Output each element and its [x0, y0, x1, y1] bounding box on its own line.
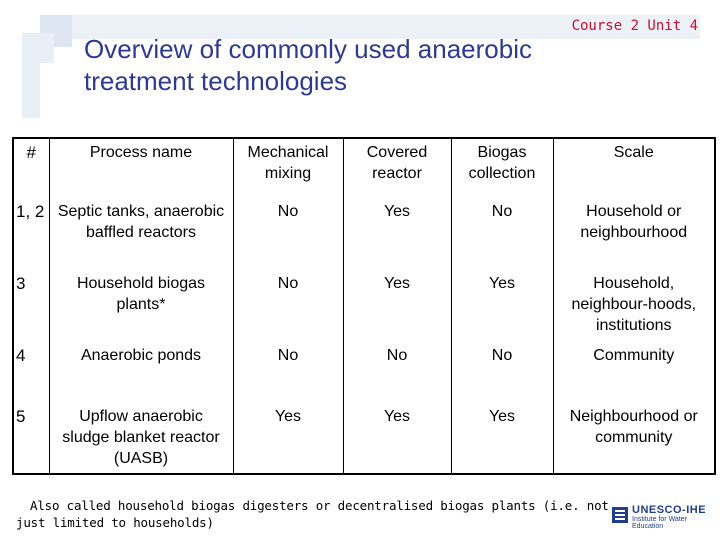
cell-number: 1, 2 — [16, 202, 45, 221]
table-row — [13, 342, 715, 403]
cell-mechanical-mixing: No — [233, 342, 343, 403]
cell-mechanical-mixing: No — [233, 198, 343, 270]
cell-scale: Household or neighbourhood — [553, 198, 715, 270]
logo-mark-icon — [612, 507, 628, 523]
cell-number: 3 — [16, 274, 26, 293]
header-process-name: Process name — [49, 138, 233, 198]
cell-mechanical-mixing: No — [233, 270, 343, 342]
cell-process-name: Upflow anaerobic sludge blanket reactor (UASB) — [49, 403, 233, 474]
unesco-ihe-logo — [612, 504, 708, 530]
cell-biogas-collection: Yes — [451, 270, 553, 342]
cell-biogas-collection: No — [451, 342, 553, 403]
footnote — [16, 497, 676, 531]
cell-covered-reactor: No — [343, 342, 451, 403]
course-label: Course 2 Unit 4 — [571, 18, 698, 34]
header-number: # — [26, 143, 36, 162]
logo-subtitle: Institute for Water Education — [632, 516, 687, 530]
logo-text: UNESCO-IHE — [632, 504, 707, 516]
cell-biogas-collection: No — [451, 198, 553, 270]
header-biogas-collection: Biogas collection — [451, 138, 553, 198]
decorative-bar — [22, 63, 40, 118]
cell-number: 4 — [16, 346, 26, 365]
cell-process-name: Anaerobic ponds — [49, 342, 233, 403]
cell-covered-reactor: Yes — [343, 270, 451, 342]
table-row — [13, 198, 715, 270]
cell-biogas-collection: Yes — [451, 403, 553, 474]
cell-number: 5 — [16, 407, 26, 426]
table-row — [13, 403, 715, 474]
cell-process-name: Household biogas plants* — [49, 270, 233, 342]
cell-mechanical-mixing: Yes — [233, 403, 343, 474]
cell-scale: Community — [553, 342, 715, 403]
page-title: Overview of commonly used anaerobic treatment technologies — [84, 34, 532, 96]
footnote-line-2: just limited to households) — [16, 515, 214, 530]
cell-scale: Household, neighbour-hoods, institutions — [553, 270, 715, 342]
decorative-square — [22, 33, 54, 63]
cell-covered-reactor: Yes — [343, 403, 451, 474]
header-mechanical-mixing: Mechanical mixing — [233, 138, 343, 198]
table-row — [13, 270, 715, 342]
cell-process-name: Septic tanks, anaerobic baffled reactors — [49, 198, 233, 270]
cell-covered-reactor: Yes — [343, 198, 451, 270]
footnote-line-1: Also called household biogas digesters or decentralised biogas plants (i.e. not — [30, 498, 609, 513]
technologies-table — [12, 137, 716, 475]
header-scale: Scale — [553, 138, 715, 198]
table-header-row — [13, 138, 715, 198]
header-covered-reactor: Covered reactor — [343, 138, 451, 198]
cell-scale: Neighbourhood or community — [553, 403, 715, 474]
